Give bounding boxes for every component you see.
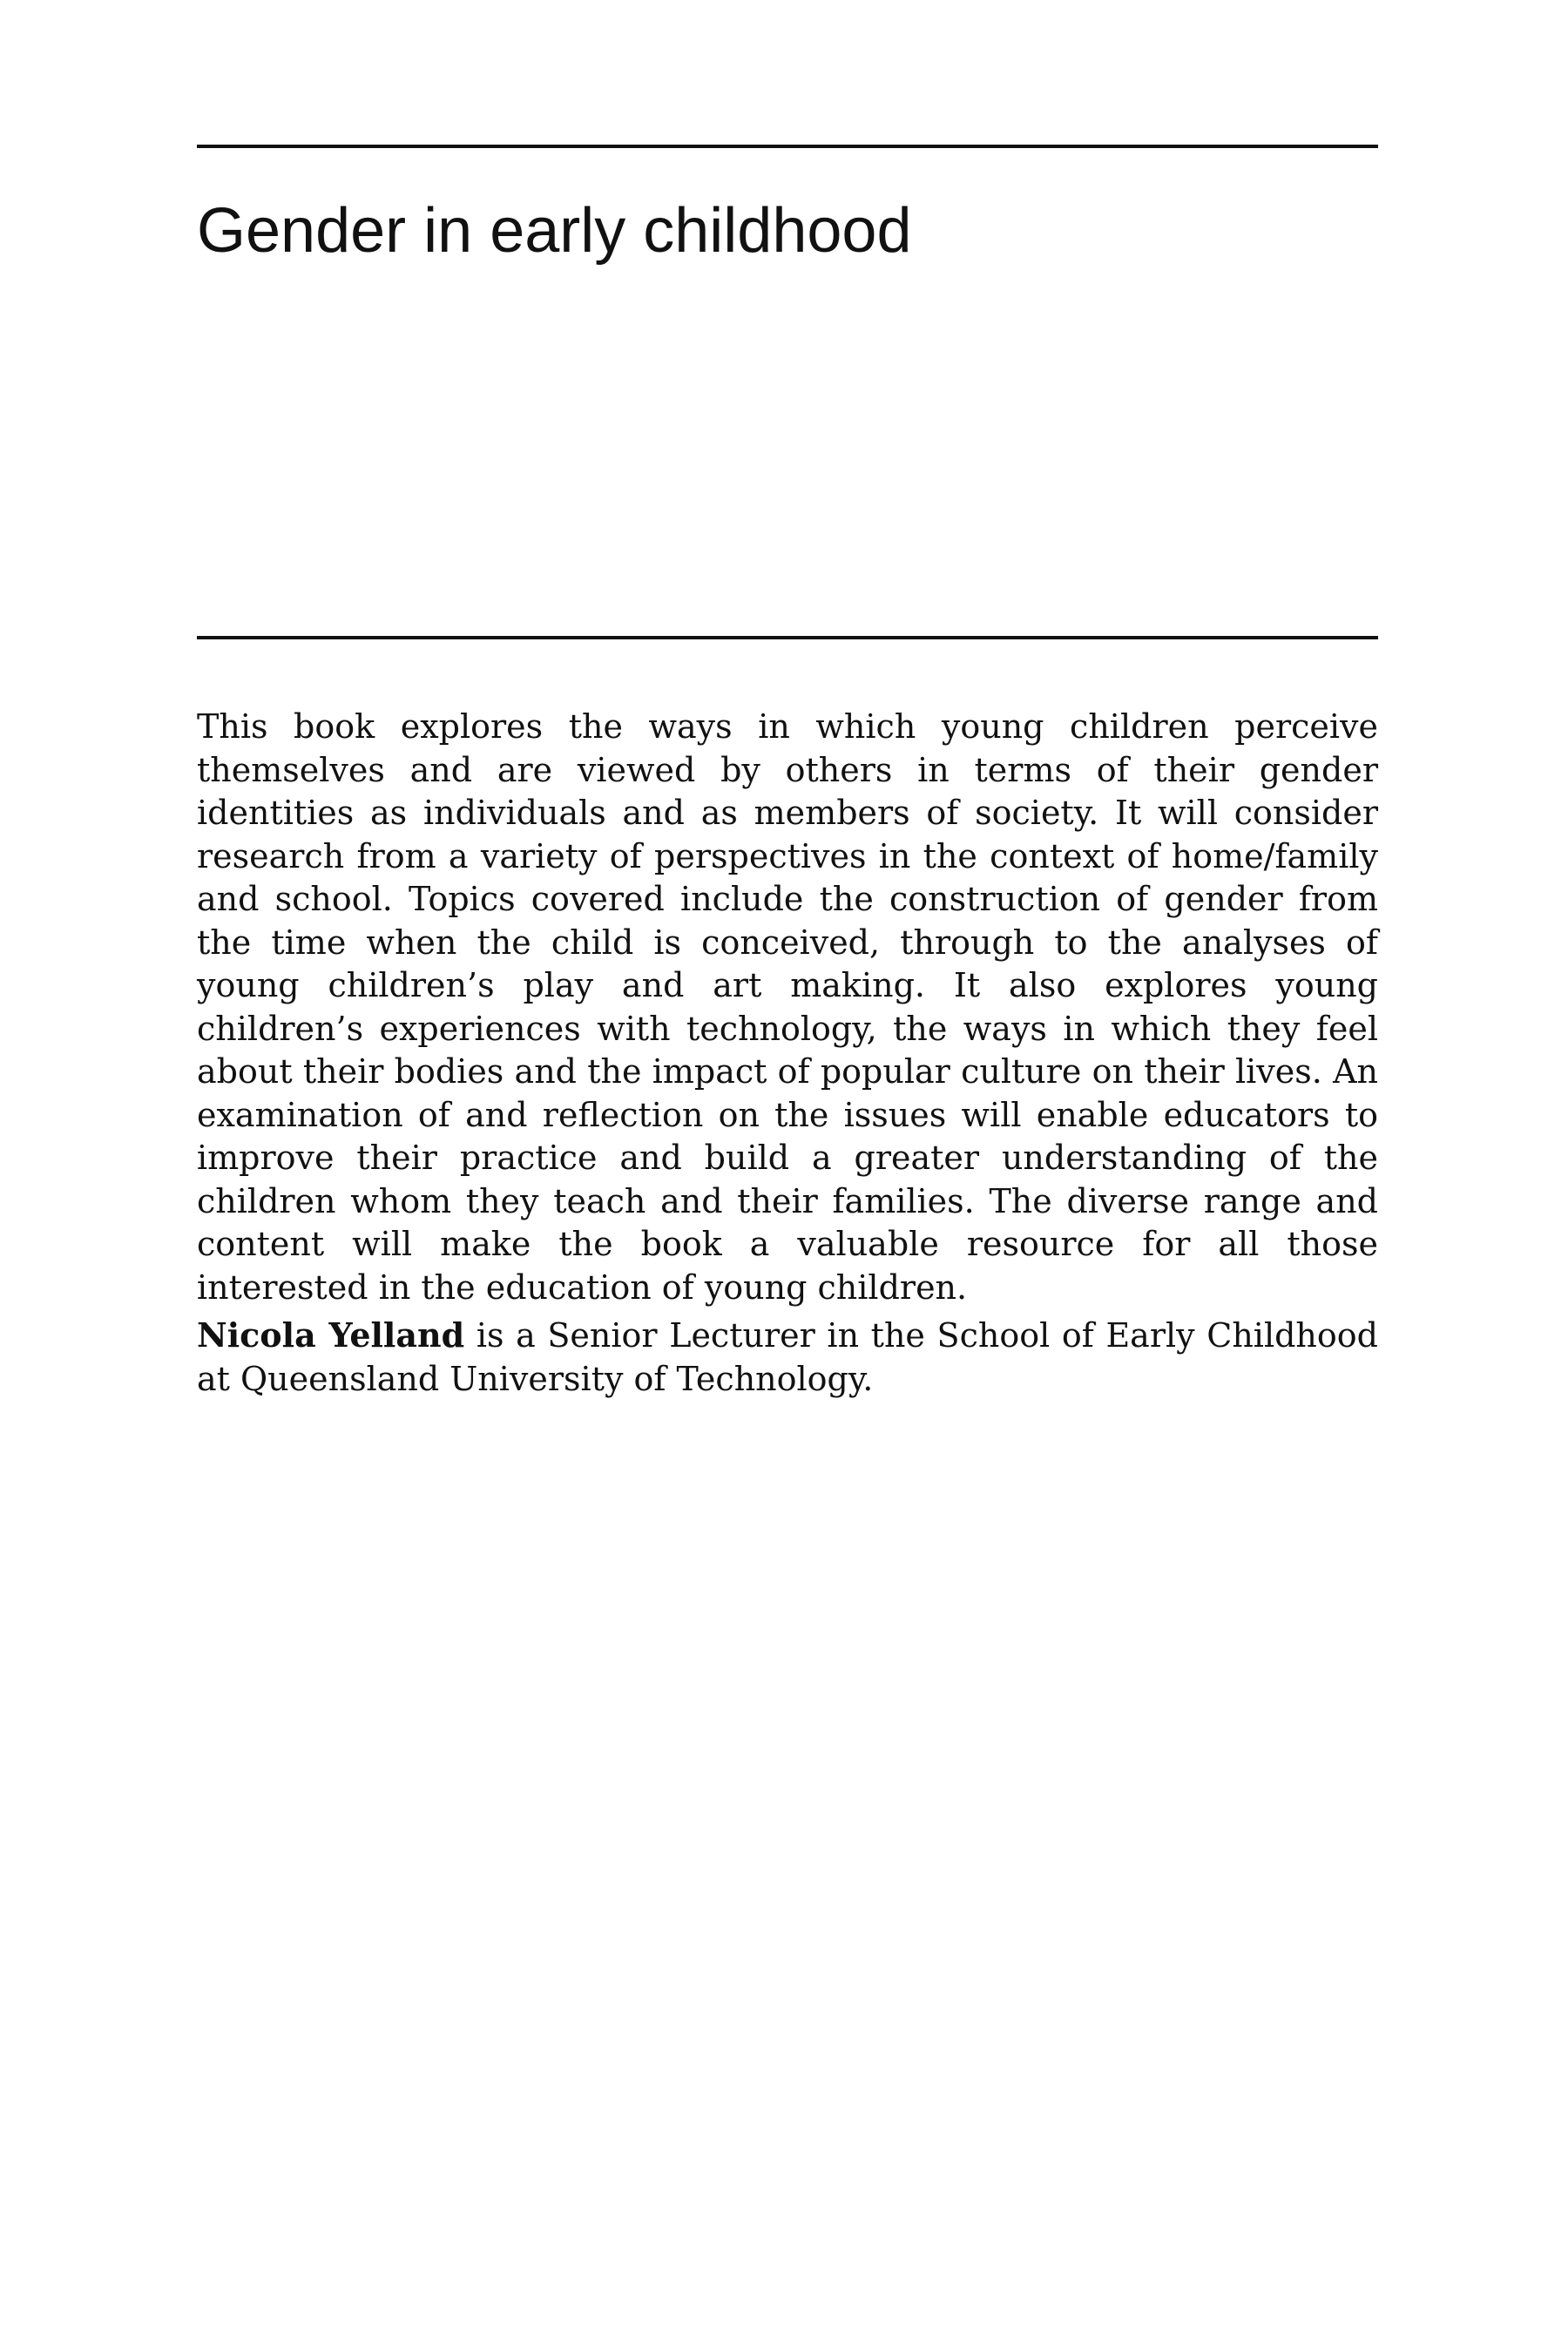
author-name: Nicola Yelland	[197, 1315, 465, 1355]
book-description: This book explores the ways in which young children perceive themselves and are viewed by others in terms of their gender identities as individuals and as members of society. It will consider research from a variety of perspectives in the context of home/family and school. Topics covered include the construction of gender from the time when the child is conceived, through to the analyses of young children’s play and art making. It also explores young children’s experiences with technology, the ways in which they feel about their bodies and the impact of popular culture on their lives. An examination of and reflection on the issues will enable educators to improve their practice and build a greater understanding of the children whom they teach and their families. The diverse range and content will make the book a valuable resource for all those interested in the education of young children.	[197, 707, 1378, 1307]
page-title: Gender in early childhood	[197, 196, 912, 266]
author-bio-text: is a Senior Lecturer in the School of Early Childhood at Queensland University of Technology.	[197, 1316, 1378, 1398]
top-rule	[197, 145, 1378, 148]
author-bio	[197, 1314, 1378, 1401]
middle-rule	[197, 636, 1378, 639]
